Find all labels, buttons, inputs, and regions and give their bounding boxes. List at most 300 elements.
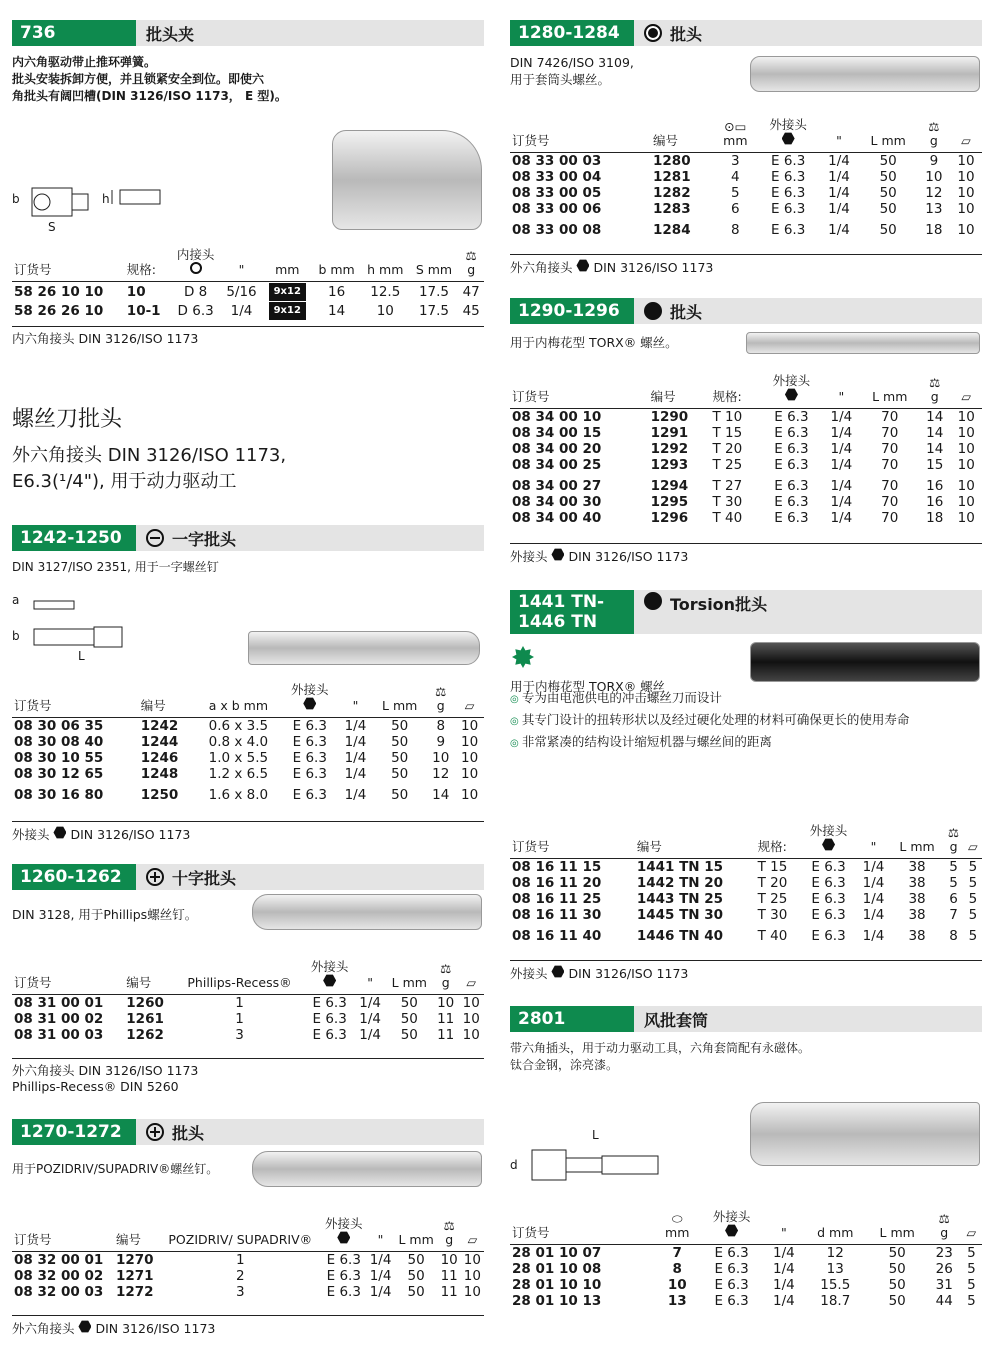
table-cell: E 6.3	[714, 1293, 749, 1309]
section-footer: 外六角接头 DIN 3126/ISO 1173	[12, 1315, 484, 1337]
table-cell: 外接头	[699, 1210, 764, 1245]
dim-b: b	[12, 629, 20, 643]
col-header: h mm	[361, 248, 410, 282]
table-cell: T 15	[712, 425, 743, 441]
section-description: 用于内梅花型 TORX® 螺丝	[510, 679, 666, 694]
section-footer: 外接头 DIN 3126/ISO 1173	[510, 960, 982, 982]
table-cell: E 6.3	[292, 766, 327, 782]
table-cell: 1441 TN 15	[636, 859, 724, 875]
table-cell: 1/4	[828, 222, 850, 238]
table-cell: 1280	[653, 153, 691, 169]
nut-setter-image	[750, 1102, 980, 1166]
hex-icon	[323, 974, 336, 987]
table-cell: E 6.3	[774, 441, 809, 457]
section-footer: 外六角接头 DIN 3126/ISO 1173 Phillips-Recess® DIN 5260	[12, 1058, 484, 1095]
table-cell: 9	[929, 153, 939, 169]
table-cell: 1/4	[828, 201, 850, 217]
section-footer: 外接头 DIN 3126/ISO 1173	[12, 821, 484, 843]
section-code: 1280-1284	[510, 20, 634, 46]
table-row	[12, 1027, 484, 1043]
table-cell: 订货号	[510, 1210, 655, 1245]
table-cell: E 6.3	[326, 1252, 361, 1268]
table-cell: 13	[826, 1261, 844, 1277]
table-cell: 5	[968, 928, 978, 944]
col-header: mm	[262, 248, 312, 282]
table-cell: 1284	[653, 222, 691, 238]
table-cell: 26	[935, 1261, 953, 1277]
table-cell: 10-1	[126, 302, 161, 319]
table-cell: 7	[949, 907, 958, 923]
table-cell: 4	[731, 169, 740, 185]
table-cell: a x b mm	[195, 683, 281, 718]
table-cell: 50	[879, 169, 897, 185]
table-cell: 50	[888, 1261, 906, 1277]
table-cell: "	[822, 374, 860, 409]
table-cell: 08 33 00 06	[512, 201, 602, 217]
table-cell: 10	[957, 185, 975, 201]
section-header	[510, 590, 982, 634]
table-cell: E 6.3	[292, 734, 327, 750]
table-cell: E 6.3	[326, 1268, 361, 1284]
table-cell: 10	[957, 494, 975, 510]
table-cell: 08 31 00 03	[14, 1027, 104, 1043]
table-row	[510, 217, 982, 238]
table-cell: 8	[731, 222, 740, 238]
table-cell: 1/4	[230, 302, 253, 319]
table-cell: 订货号	[510, 118, 651, 153]
table-cell: 1.6 x 8.0	[208, 787, 269, 803]
section-title: 风批套筒	[644, 1010, 709, 1030]
table-cell: 1282	[653, 185, 691, 201]
section-code: 736	[12, 20, 136, 46]
section-header	[12, 20, 484, 46]
page-heading	[12, 402, 482, 495]
table-row	[510, 875, 982, 891]
table-cell: E 6.3	[292, 750, 327, 766]
table-cell: E 6.3	[774, 478, 809, 494]
table-cell: T 25	[712, 457, 743, 473]
feature-list	[510, 688, 982, 754]
spec-table	[12, 1217, 484, 1300]
dim-s: S	[48, 220, 56, 234]
table-cell: 14	[327, 302, 346, 319]
table-cell: 50	[879, 185, 897, 201]
table-cell: ⚖ g	[943, 824, 963, 859]
table-cell: 11	[440, 1268, 458, 1284]
table-cell: 1445 TN 30	[636, 907, 724, 923]
pozidriv-bit-image	[252, 1151, 482, 1187]
col-header: S mm	[410, 248, 459, 282]
table-cell: T 30	[712, 494, 743, 510]
table-cell: D 8	[183, 283, 208, 300]
table-cell: 9	[436, 734, 446, 750]
table-cell: 9x12	[262, 301, 312, 320]
table-cell: E 6.3	[292, 787, 327, 803]
table-cell: L mm	[386, 960, 433, 995]
table-cell: 1/4	[344, 787, 367, 803]
list-item: ◎ 非常紧凑的结构设计缩短机器与螺丝间的距离	[510, 732, 982, 754]
table-cell: ⚖ g	[918, 118, 950, 153]
table-row	[12, 750, 484, 766]
table-cell: 1/4	[359, 1027, 381, 1043]
table-cell: 6	[731, 201, 740, 217]
section-description: DIN 3128, 用于Phillips螺丝钉。	[12, 907, 198, 922]
dimension-diagram	[12, 593, 132, 663]
table-cell: 1	[235, 995, 244, 1011]
table-cell: 5	[967, 1245, 976, 1261]
table-cell: L mm	[373, 683, 426, 718]
table-cell: 50	[879, 201, 897, 217]
table-cell: E 6.3	[292, 718, 327, 734]
table-cell: 订货号	[12, 1217, 114, 1252]
table-cell: 外接头	[305, 960, 355, 995]
section-code: 1242-1250	[12, 525, 136, 551]
table-row	[510, 169, 982, 185]
table-cell: 70	[881, 457, 899, 473]
table-cell: E 6.3	[774, 494, 809, 510]
table-row	[510, 457, 982, 473]
table-cell: 订货号	[510, 824, 635, 859]
table-row	[12, 782, 484, 803]
table-row	[510, 425, 982, 441]
table-cell: 1/4	[830, 409, 853, 425]
table-cell: 1/4	[359, 995, 381, 1011]
table-cell: 编号	[124, 960, 174, 995]
hex-bit-image	[750, 56, 980, 92]
table-cell: 13	[667, 1293, 687, 1309]
table-cell: 08 30 06 35	[14, 718, 104, 734]
table-cell: 28 01 10 10	[512, 1277, 602, 1293]
section-description: 用于内梅花型 TORX® 螺丝。	[510, 335, 678, 350]
table-cell: 50	[391, 750, 409, 766]
table-cell: 11	[437, 1027, 455, 1043]
table-cell: 1442 TN 20	[636, 875, 724, 891]
table-row	[510, 185, 982, 201]
section-header	[12, 525, 484, 551]
table-cell: 10	[463, 1252, 481, 1268]
pozidriv-icon	[146, 1123, 164, 1141]
heading-line: 外六角接头 DIN 3126/ISO 1173,	[12, 445, 287, 466]
hex-icon	[725, 1224, 738, 1237]
torx-bit-image	[746, 332, 980, 354]
table-cell: 3	[731, 153, 740, 169]
table-cell: 1/4	[830, 478, 853, 494]
table-cell: 10	[440, 1252, 458, 1268]
phillips-icon	[146, 868, 164, 886]
table-cell: E 6.3	[771, 185, 806, 201]
table-cell: 编号	[651, 118, 714, 153]
table-cell: T 15	[757, 859, 788, 875]
hex-icon	[785, 388, 798, 401]
table-cell: 50	[391, 734, 409, 750]
table-cell: 10	[957, 457, 975, 473]
table-cell: 10	[957, 222, 975, 238]
table-cell: E 6.3	[312, 995, 347, 1011]
table-cell: 15.5	[820, 1277, 851, 1293]
table-cell: 1/4	[369, 1284, 392, 1300]
table-cell: 16	[926, 478, 944, 494]
table-cell: E 6.3	[771, 222, 806, 238]
table-cell: 外接头	[321, 1217, 366, 1252]
table-cell: 18.7	[820, 1293, 851, 1309]
table-row	[510, 494, 982, 510]
section-code: 1441 TN- 1446 TN	[510, 590, 634, 634]
table-cell: 1/4	[344, 750, 367, 766]
table-cell: POZIDRIV/ SUPADRIV®	[159, 1217, 321, 1252]
table-cell: 10	[376, 302, 394, 319]
table-cell: 10	[462, 1011, 480, 1027]
section-description	[12, 54, 484, 105]
slotted-icon	[146, 529, 164, 547]
table-cell: 1292	[650, 441, 689, 457]
dim-b: b	[12, 192, 20, 206]
list-item: ◎ 专为由电池供电的冲击螺丝刀而设计	[510, 688, 982, 710]
desc-line: 批头安装拆卸方便，并且锁紧安全到位。即使六	[12, 72, 265, 86]
table-cell: 1.0 x 5.5	[208, 750, 269, 766]
table-cell: 订货号	[510, 374, 649, 409]
table-row	[510, 859, 982, 876]
table-cell: E 6.3	[774, 425, 809, 441]
table-cell: 50	[391, 787, 409, 803]
ring-icon	[190, 262, 202, 274]
table-cell: 1260	[126, 995, 164, 1011]
table-cell: 28 01 10 07	[512, 1245, 602, 1261]
table-cell: 08 31 00 01	[14, 995, 104, 1011]
table-cell: 08 30 16 80	[14, 787, 104, 803]
table-row	[12, 282, 484, 302]
table-cell: E 6.3	[774, 510, 809, 526]
table-cell: 10	[957, 425, 975, 441]
section-1270	[12, 1119, 484, 1336]
table-cell: 08 33 00 03	[512, 153, 602, 169]
table-cell: 08 32 00 03	[14, 1284, 104, 1300]
table-cell: 50	[391, 718, 409, 734]
table-cell: d mm	[804, 1210, 867, 1245]
table-row	[510, 907, 982, 923]
section-header	[510, 298, 982, 324]
table-cell: 70	[881, 478, 899, 494]
table-cell: 50	[400, 1011, 418, 1027]
table-cell: 08 30 10 55	[14, 750, 104, 766]
section-footer: 外六角接头 DIN 3126/ISO 1173	[510, 254, 982, 276]
table-cell: 9x12	[262, 282, 312, 302]
table-cell: 70	[881, 409, 899, 425]
table-cell: 5	[731, 185, 740, 201]
section-title: Torsion批头	[634, 590, 767, 634]
table-cell: 14	[926, 409, 944, 425]
table-cell: 8	[436, 718, 446, 734]
table-cell: 1261	[126, 1011, 164, 1027]
torx-icon	[644, 302, 662, 320]
table-cell: 14	[432, 787, 450, 803]
section-title: 批头	[634, 20, 702, 46]
col-header: ⚖ g	[458, 248, 484, 282]
table-cell: 编号	[649, 374, 711, 409]
table-cell: 1296	[650, 510, 689, 526]
table-cell: 10	[463, 1284, 481, 1300]
col-header: 订货号	[12, 248, 125, 282]
dimension-diagram	[12, 170, 172, 240]
table-cell: 08 33 00 04	[512, 169, 602, 185]
table-cell: 16	[926, 494, 944, 510]
slotted-bit-image	[248, 631, 480, 665]
table-cell: 1/4	[828, 153, 850, 169]
table-cell: 12	[826, 1245, 844, 1261]
table-cell: 70	[881, 494, 899, 510]
table-cell: 28 01 10 08	[512, 1261, 602, 1277]
table-cell: 1295	[650, 494, 689, 510]
table-cell: 1272	[115, 1284, 154, 1300]
table-cell: 44	[935, 1293, 953, 1309]
table-cell: 12.5	[370, 283, 401, 300]
table-cell: 1/4	[369, 1252, 392, 1268]
table-cell: 08 34 00 25	[512, 457, 602, 473]
table-cell: 10	[957, 510, 975, 526]
table-cell: 08 16 11 15	[512, 859, 602, 875]
table-row	[12, 734, 484, 750]
package-icon: ▱	[455, 683, 484, 718]
desc-line: 角批头有阔凹槽(DIN 3126/ISO 1173， E 型)。	[12, 89, 287, 103]
table-cell: 50	[879, 153, 897, 169]
section-footer: 外接头 DIN 3126/ISO 1173	[510, 543, 982, 565]
table-cell: 11	[437, 1011, 455, 1027]
table-cell: L mm	[858, 118, 917, 153]
table-cell: "	[355, 960, 386, 995]
table-cell: 1	[235, 1252, 245, 1268]
table-cell: 10	[957, 478, 975, 494]
table-row	[12, 301, 484, 320]
table-cell: E 6.3	[811, 928, 846, 944]
table-cell: L mm	[861, 374, 919, 409]
table-cell: 45	[462, 302, 480, 319]
section-title: 批头	[136, 1119, 204, 1145]
table-cell: T 40	[712, 510, 743, 526]
section-2801	[510, 1006, 982, 1309]
table-cell: 50	[407, 1284, 425, 1300]
table-cell: ⚖ g	[426, 683, 455, 718]
table-cell: T 20	[712, 441, 743, 457]
table-cell: "	[764, 1210, 804, 1245]
table-row	[510, 1293, 982, 1309]
table-cell: 08 34 00 10	[512, 409, 602, 425]
table-cell: E 6.3	[771, 169, 806, 185]
table-cell: 1281	[653, 169, 691, 185]
table-cell: ⚖ g	[438, 1217, 461, 1252]
table-cell: 5	[968, 891, 978, 907]
table-cell: 10	[957, 201, 975, 217]
spec-table	[510, 824, 982, 944]
table-cell: 1250	[140, 787, 179, 803]
table-cell: 1293	[650, 457, 689, 473]
section-1260	[12, 864, 484, 1094]
table-cell: 08 16 11 30	[512, 907, 602, 923]
table-cell: 8	[672, 1261, 682, 1277]
dim-l: L	[78, 649, 85, 663]
table-cell: 1/4	[830, 425, 853, 441]
table-cell: 08 34 00 40	[512, 510, 602, 526]
table-cell: 50	[400, 995, 418, 1011]
section-title: 批头夹	[146, 24, 195, 44]
table-cell: T 20	[757, 875, 788, 891]
section-description: DIN 3127/ISO 2351, 用于一字螺丝钉	[12, 560, 219, 574]
section-header	[12, 1119, 484, 1145]
table-cell: 08 16 11 20	[512, 875, 602, 891]
table-cell: 08 34 00 27	[512, 478, 602, 494]
heading-title: 螺丝刀批头	[12, 407, 123, 432]
table-cell: Phillips-Recess®	[174, 960, 304, 995]
table-row	[12, 1011, 484, 1027]
table-cell: "	[338, 683, 373, 718]
table-cell: 1/4	[830, 494, 853, 510]
table-cell: 外接头	[282, 683, 338, 718]
torx-icon	[644, 592, 662, 610]
package-icon: ▱	[950, 374, 982, 409]
section-1280	[510, 20, 982, 275]
table-cell: 1248	[140, 766, 179, 782]
section-code: 2801	[510, 1006, 634, 1032]
section-header	[510, 1006, 982, 1032]
spec-table	[510, 374, 982, 526]
table-cell: 1/4	[862, 907, 885, 923]
table-cell: 5/16	[226, 283, 257, 300]
table-cell: "	[856, 824, 890, 859]
section-code: 1270-1272	[12, 1119, 136, 1145]
table-cell: 50	[879, 222, 897, 238]
table-cell: E 6.3	[774, 457, 809, 473]
table-cell: 13	[925, 201, 943, 217]
table-row	[12, 718, 484, 735]
table-row	[510, 1245, 982, 1262]
table-cell: 5	[967, 1261, 976, 1277]
table-cell: E 6.3	[771, 153, 806, 169]
table-cell: 10	[957, 169, 975, 185]
table-cell: 外接头	[757, 118, 820, 153]
table-cell: 6	[949, 891, 958, 907]
table-cell: 38	[908, 907, 926, 923]
col-header: "	[221, 248, 263, 282]
spec-table	[510, 1210, 982, 1309]
table-cell: E 6.3	[714, 1245, 749, 1261]
table-cell: 10	[925, 169, 943, 185]
table-cell: 5	[949, 859, 958, 875]
table-cell: 10	[463, 1268, 481, 1284]
torsion-logo-icon	[512, 646, 534, 668]
table-cell: 1246	[140, 750, 179, 766]
table-cell: 1/4	[862, 928, 885, 944]
table-cell: 08 31 00 02	[14, 1011, 104, 1027]
table-cell: ⬭ mm	[655, 1210, 699, 1245]
table-row	[510, 923, 982, 944]
table-cell: 12	[925, 185, 943, 201]
table-cell: 3	[235, 1027, 244, 1043]
table-cell: 1/4	[359, 1011, 381, 1027]
table-cell: 3	[235, 1284, 245, 1300]
table-cell: 50	[407, 1268, 425, 1284]
table-cell: E 6.3	[774, 409, 809, 425]
table-row	[510, 1277, 982, 1293]
package-icon: ▱	[458, 960, 484, 995]
table-cell: ⚖ g	[928, 1210, 961, 1245]
table-cell: 14	[926, 425, 944, 441]
table-row	[12, 1284, 484, 1300]
table-row	[510, 409, 982, 426]
table-cell: 10	[460, 787, 479, 803]
table-cell: 10	[126, 283, 146, 300]
table-cell: 47	[462, 283, 480, 300]
table-cell: 外接头	[801, 824, 857, 859]
table-cell: 规格:	[710, 374, 760, 409]
table-cell: E 6.3	[312, 1011, 347, 1027]
